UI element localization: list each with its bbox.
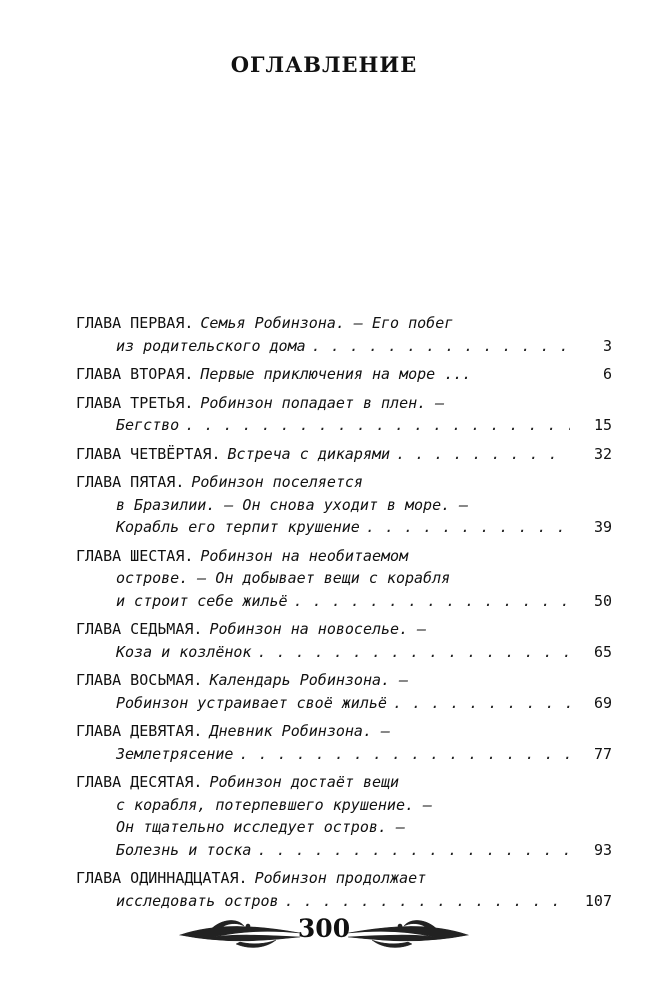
page-title: ОГЛАВЛЕНИЕ: [230, 52, 418, 77]
chapter-description: Землетрясение: [116, 744, 234, 763]
toc-entry: [76, 471, 612, 539]
chapter-description: Болезнь и тоска: [116, 840, 252, 859]
chapter-label: ГЛАВА ПЯТАЯ.: [76, 473, 185, 491]
chapter-label: ГЛАВА ДЕВЯТАЯ.: [76, 722, 203, 740]
chapter-description: и строит себе жильё: [116, 591, 288, 610]
page-ref: 6: [602, 365, 612, 383]
chapter-label: ГЛАВА ВОСЬМАЯ.: [76, 671, 203, 689]
chapter-description: Встреча с дикарями: [227, 444, 391, 463]
dot-leader: [312, 335, 570, 358]
toc-entry: [76, 443, 612, 466]
page-ref: 65: [593, 642, 612, 661]
chapter-description: Семья Робинзона. — Его побег: [200, 314, 454, 332]
chapter-description: Робинзон устраивает своё жильё: [116, 693, 387, 712]
dot-leader: [257, 641, 570, 664]
toc-entry: [76, 669, 612, 714]
chapter-description: Робинзон попадает в плен. —: [200, 393, 445, 412]
chapter-label: ГЛАВА ЧЕТВЁРТАЯ.: [76, 444, 221, 463]
chapter-label: ГЛАВА ПЕРВАЯ.: [76, 314, 194, 332]
chapter-description: Бегство: [116, 416, 180, 434]
dot-leader: [366, 516, 570, 539]
chapter-description: Робинзон продолжает: [254, 869, 427, 887]
chapter-description: Робинзон на необитаемом: [200, 546, 409, 565]
chapter-description: Первые приключения на море ...: [200, 365, 472, 383]
toc-entry: [76, 545, 612, 613]
chapter-description: из родительского дома: [116, 336, 306, 355]
chapter-description: в Бразилии. — Он снова уходит в море. —: [116, 495, 469, 514]
page-ref: 93: [593, 840, 612, 859]
toc-entry: [76, 392, 612, 437]
page-ref: 107: [584, 891, 612, 910]
page-number: 300: [297, 914, 351, 943]
chapter-description: Дневник Робинзона. —: [209, 722, 391, 740]
dot-leader: [239, 743, 570, 766]
toc-entry: [76, 363, 612, 386]
chapter-description: Он тщательно исследует остров. —: [116, 818, 405, 836]
chapter-description: с корабля, потерпевшего крушение. —: [116, 795, 433, 814]
dot-leader: [294, 590, 570, 613]
chapter-description: Робинзон на новоселье. —: [209, 620, 427, 638]
table-of-contents: [76, 312, 612, 918]
chapter-label: ГЛАВА ВТОРАЯ.: [76, 365, 194, 383]
chapter-description: Календарь Робинзона. —: [209, 671, 409, 689]
chapter-description: Робинзон поселяется: [191, 473, 363, 491]
page-ref: 69: [593, 693, 612, 712]
chapter-description: Корабль его терпит крушение: [116, 518, 360, 536]
page-footer: [0, 904, 648, 960]
chapter-label: ГЛАВА ШЕСТАЯ.: [76, 546, 194, 565]
dot-leader: [393, 692, 570, 715]
toc-entry: [76, 618, 612, 663]
chapter-description: Робинзон достаёт вещи: [209, 773, 400, 791]
chapter-description: исследовать остров: [116, 891, 279, 910]
chapter-label: ГЛАВА СЕДЬМАЯ.: [76, 620, 203, 638]
toc-entry: [76, 720, 612, 765]
chapter-label: ГЛАВА ДЕСЯТАЯ.: [76, 773, 203, 791]
chapter-description: Коза и козлёнок: [116, 642, 252, 661]
page-ref: 50: [593, 591, 612, 610]
page-ref: 15: [593, 416, 612, 434]
page-ref: 32: [593, 444, 612, 463]
chapter-label: ГЛАВА ТРЕТЬЯ.: [76, 393, 194, 412]
toc-entry: [76, 771, 612, 861]
page-ref: 39: [593, 518, 612, 536]
chapter-description: острове. — Он добывает вещи с корабля: [116, 569, 451, 587]
dot-leader: [185, 414, 570, 437]
chapter-label: ГЛАВА ОДИННАДЦАТАЯ.: [76, 869, 248, 887]
page-ref: 3: [602, 336, 612, 355]
dot-leader: [396, 443, 570, 466]
dot-leader: [257, 839, 570, 862]
page-ref: 77: [593, 744, 612, 763]
toc-entry: [76, 312, 612, 357]
